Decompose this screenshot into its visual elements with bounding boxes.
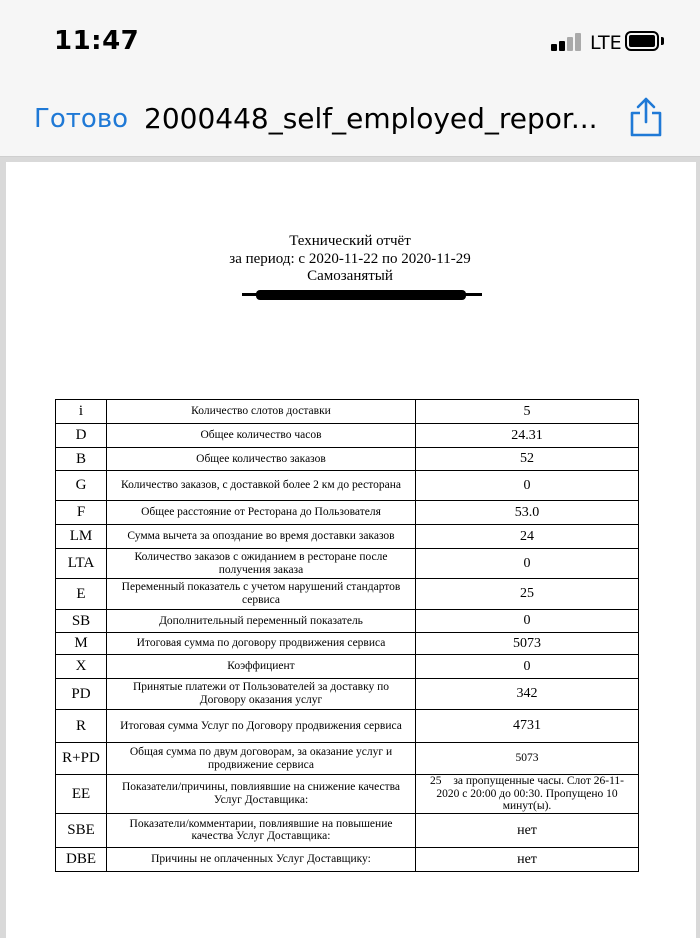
row-code: R+PD — [56, 743, 107, 775]
row-value: 25⃞ за пропущенные часы. Слот 26-11-2020 с 20:00 до 00:30. Пропущено 10 минут(ы). — [416, 775, 639, 814]
row-description: Принятые платежи от Пользователей за доставку по Договору оказания услуг — [107, 679, 416, 710]
row-code: D — [56, 424, 107, 448]
table-row — [56, 710, 639, 743]
navigation-bar — [0, 82, 700, 157]
row-description: Количество заказов, с доставкой более 2 км до ресторана — [107, 471, 416, 501]
table-row — [56, 847, 639, 871]
table-row — [56, 813, 639, 847]
redacted-name — [242, 286, 482, 302]
battery-icon — [625, 31, 659, 51]
row-description: Количество слотов доставки — [107, 400, 416, 424]
table-row — [56, 743, 639, 775]
row-code: LM — [56, 525, 107, 549]
status-bar — [0, 0, 700, 82]
table-row — [56, 610, 639, 633]
row-value: 0 — [416, 655, 639, 679]
row-value: 4731 — [416, 710, 639, 743]
table-row — [56, 633, 639, 655]
row-value: 342 — [416, 679, 639, 710]
row-description: Общая сумма по двум договорам, за оказание услуг и продвижение сервиса — [107, 743, 416, 775]
row-value: 25 — [416, 579, 639, 610]
row-value: 5073 — [416, 743, 639, 775]
row-code: B — [56, 448, 107, 471]
row-description: Причины не оплаченных Услуг Доставщику: — [107, 847, 416, 871]
table-row — [56, 448, 639, 471]
row-code: R — [56, 710, 107, 743]
signal-icon — [551, 33, 585, 51]
row-code: M — [56, 633, 107, 655]
row-description: Дополнительный переменный показатель — [107, 610, 416, 633]
table-row — [56, 471, 639, 501]
table-row — [56, 400, 639, 424]
row-description: Количество заказов с ожиданием в ресторане после получения заказа — [107, 549, 416, 579]
report-category: Самозанятый — [307, 268, 393, 284]
row-code: LTA — [56, 549, 107, 579]
row-value: 0 — [416, 471, 639, 501]
status-time: 11:47 — [54, 26, 140, 56]
row-value: 0 — [416, 610, 639, 633]
report-title: Технический отчёт — [289, 233, 411, 249]
document-title: 2000448_self_employed_repor... — [144, 102, 598, 135]
row-description: Итоговая сумма по договору продвижения сервиса — [107, 633, 416, 655]
row-value: 24 — [416, 525, 639, 549]
table-row — [56, 679, 639, 710]
row-value: 0 — [416, 549, 639, 579]
row-description: Общее количество часов — [107, 424, 416, 448]
row-code: PD — [56, 679, 107, 710]
row-code: X — [56, 655, 107, 679]
table-row — [56, 501, 639, 525]
row-description: Коэффициент — [107, 655, 416, 679]
carrier-label: LTE — [590, 32, 622, 54]
row-code: i — [56, 400, 107, 424]
row-description: Показатели/причины, повлиявшие на снижение качества Услуг Доставщика: — [107, 775, 416, 814]
done-button[interactable]: Готово — [34, 104, 129, 134]
battery-tip — [661, 37, 664, 45]
table-row — [56, 655, 639, 679]
report-table — [55, 399, 639, 872]
table-row — [56, 549, 639, 579]
row-code: E — [56, 579, 107, 610]
report-period: за период: с 2020-11-22 по 2020-11-29 — [229, 251, 471, 267]
row-code: DBE — [56, 847, 107, 871]
row-value: 24.31 — [416, 424, 639, 448]
row-description: Сумма вычета за опоздание во время доставки заказов — [107, 525, 416, 549]
row-code: G — [56, 471, 107, 501]
share-icon[interactable] — [626, 96, 666, 138]
row-value: 5073 — [416, 633, 639, 655]
row-description: Показатели/комментарии, повлиявшие на повышение качества Услуг Доставщика: — [107, 813, 416, 847]
row-description: Общее количество заказов — [107, 448, 416, 471]
row-code: SBE — [56, 813, 107, 847]
row-code: SB — [56, 610, 107, 633]
table-row — [56, 775, 639, 814]
row-value: нет — [416, 847, 639, 871]
row-description: Итоговая сумма Услуг по Договору продвижения сервиса — [107, 710, 416, 743]
table-row — [56, 525, 639, 549]
row-description: Переменный показатель с учетом нарушений стандартов сервиса — [107, 579, 416, 610]
table-row — [56, 424, 639, 448]
row-value: нет — [416, 813, 639, 847]
row-value: 5 — [416, 400, 639, 424]
row-description: Общее расстояние от Ресторана до Пользователя — [107, 501, 416, 525]
table-row — [56, 579, 639, 610]
row-code: F — [56, 501, 107, 525]
row-code: EE — [56, 775, 107, 814]
row-value: 52 — [416, 448, 639, 471]
row-value: 53.0 — [416, 501, 639, 525]
